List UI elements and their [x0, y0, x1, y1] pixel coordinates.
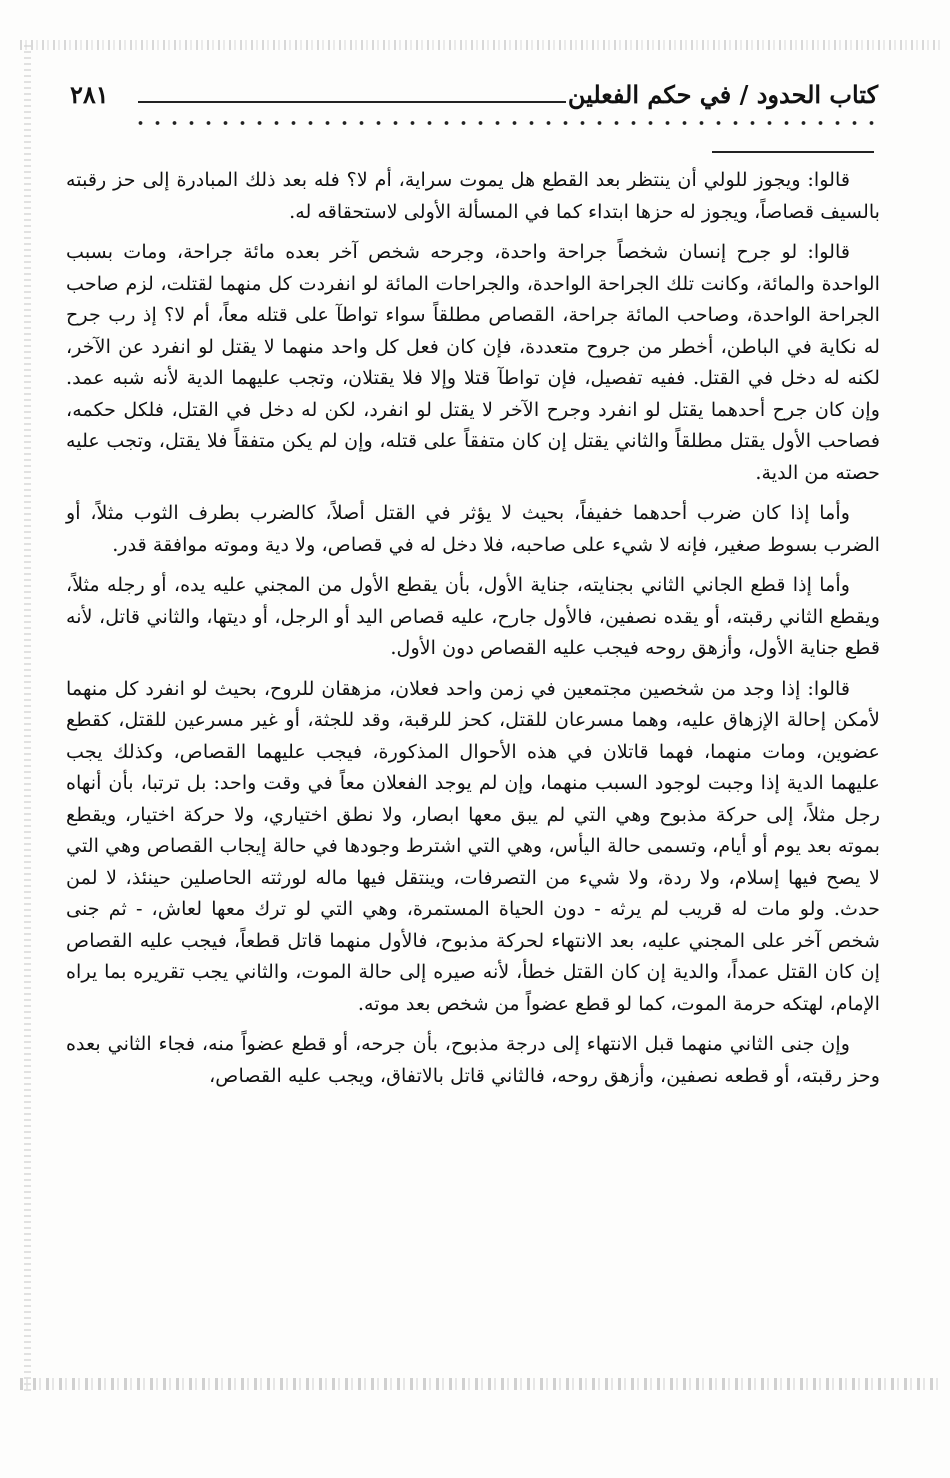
running-header-title: كتاب الحدود / في حكم الفعلين [567, 80, 878, 109]
paragraph: وأما إذا كان ضرب أحدهما خفيفاً، بحيث لا يؤثر في القتل أصلاً، كالضرب بطرف الثوب مثلاً، أو الضرب بسوط صغير، فإنه لا شيء على صاحبه، فلا دخل له في قصاص، ولا دية وموته موافقة قدر. [66, 501, 880, 556]
section-rule [712, 151, 874, 153]
scan-noise-top [20, 40, 940, 50]
page-body [66, 164, 880, 1100]
header-rule [138, 101, 566, 103]
dotted-separator [132, 116, 878, 130]
paragraph: وإن جنى الثاني منهما قبل الانتهاء إلى درجة مذبوح، بأن جرحه، أو قطع عضواً منه، فجاء الثاني بعده وحز رقبته، أو قطعه نصفين، وأزهق روحه، فالثاني قاتل بالاتفاق، ويجب عليه القصاص، [66, 1032, 880, 1087]
scan-noise-bottom [20, 1378, 940, 1390]
paragraph: وأما إذا قطع الجاني الثاني بجنايته، جناية الأول، بأن يقطع الأول من المجني عليه يده، أو رجله مثلاً، ويقطع الثاني رقبته، أو يقده نصفين، فالأول جارح، عليه قصاص اليد أو الرجل، أو ديتها، والثاني قاتل، لأنه قطع جناية الأول، وأزهق روحه فيجب عليه القصاص دون الأول. [66, 573, 880, 659]
scan-noise-left [24, 45, 31, 1395]
paragraph: قالوا: ويجوز للولي أن ينتظر بعد القطع هل يموت سراية، أم لا؟ فله بعد ذلك المبادرة إلى حز رقبته بالسيف قصاصاً، ويجوز له حزها ابتداء كما في المسألة الأولى لاستحقاقه له. [66, 168, 880, 223]
paragraph: قالوا: لو جرح إنسان شخصاً جراحة واحدة، وجرحه شخص آخر بعده مائة جراحة، ومات بسبب الواحدة والمائة، وكانت تلك الجراحة الواحدة، والجراحات المائة لو انفردت كل منهما لقتلت، لزم صاحب الجراحة الواحدة، وصاحب المائة جراحة، القصاص مطلقاً سواء تواطآ على قتله معاً، أم لا؟ إذ رب جرح له نكاية في الباطن، أخطر من جروح متعددة، فإن كان فعل كل واحد منهما لا يقتل لو انفرد عن الآخر، لكنه له دخل في القتل. ففيه تفصيل، فإن تواطآ قتلا وإلا فلا يقتلان، وتجب عليهما الدية لأنه شبه عمد. وإن كان جرح أحدهما يقتل لو انفرد وجرح الآخر لا يقتل لو انفرد، لكن له دخل في القتل، فلكل حكمه، فصاحب الأول يقتل مطلقاً والثاني يقتل إن كان متفقاً على قتله، وإن لم يكن متفقاً فلا يقتل، وتجب عليه حصته من الدية. [66, 240, 880, 484]
page-number: ٢٨١ [70, 80, 109, 109]
paragraph: قالوا: إذا وجد من شخصين مجتمعين في زمن واحد فعلان، مزهقان للروح، بحيث لو انفرد كل منهما لأمكن إحالة الإزهاق عليه، وهما مسرعان للقتل، كحز للرقبة، وقد للجثة، أو غير مسرعين للقتل، كقطع عضوين، ومات منهما، فهما قاتلان في هذه الأحوال المذكورة، فيجب عليهما القصاص، وكذلك يجب عليهما الدية إذا وجبت لوجود السبب منهما، وإن لم يوجد الفعلان معاً في وقت واحد: بل ترتبا، بأن أنهاه رجل مثلاً، إلى حركة مذبوح وهي التي لم يبق معها ابصار، ولا نطق اختياري، ولا حركة اختيار، ويقطع بموته بعد يوم أو أيام، وتسمى حالة اليأس، وهي التي اشترط وجودها في حالة إيجاب القصاص وهي التي لا يصح فيها إسلام، ولا ردة، ولا شيء من التصرفات، وينتقل فيها ماله لورثته الحاصلين حينئذ، لا لمن حدث. ولو مات له قريب لم يرثه - دون الحياة المستمرة، وهي التي لو ترك معها لعاش، - ثم جنى شخص آخر على المجني عليه، بعد الانتهاء لحركة مذبوح، فالأول منهما قاتل قطعاً، فيجب عليه القصاص إن كان القتل عمداً، والدية إن كان القتل خطأ، لأنه صيره إلى حالة الموت، والثاني يجب تقريره بما يراه الإمام، لهتكه حرمة الموت، كما لو قطع عضواً من شخص بعد موته. [66, 676, 880, 1015]
